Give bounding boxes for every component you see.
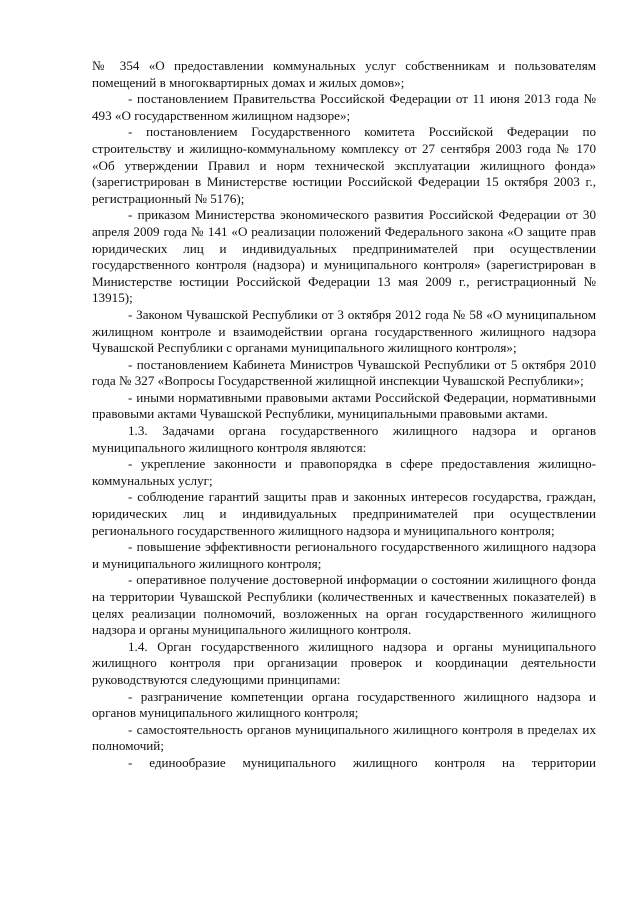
paragraph-decree-354: № 354 «О предоставлении коммунальных услуг собственникам и пользователям помещений в многоквартирных домах и жилых домов»; [92, 58, 596, 90]
paragraph-order-141: - приказом Министерства экономического развития Российской Федерации от 30 апреля 2009 года № 141 «О реализации положений Федерального закона «О защите прав юридических лиц и индивидуальных предпринимателей при осуществлении государственного контроля (надзора) и муниципального контроля» (зарегистрирован в Министерстве юстиции Российской Федерации 13 мая 2009 г., регистрационный № 13915); [92, 207, 596, 306]
paragraph-principle-competence: - разграничение компетенции органа государственного жилищного надзора и органов муниципального жилищного контроля; [92, 688, 596, 721]
paragraph-decree-493: - постановлением Правительства Российской Федерации от 11 июня 2013 года № 493 «О государственном жилищном надзоре»; [92, 91, 596, 123]
document-page [92, 58, 596, 772]
paragraph-section-1-4: 1.4. Орган государственного жилищного надзора и органы муниципального жилищного контроля при организации проверок и координации деятельности руководствуются следующими принципами: [92, 638, 596, 687]
paragraph-law-58: - Законом Чувашской Республики от 3 октября 2012 года № 58 «О муниципальном жилищном контроле и взаимодействии органа государственного жилищного надзора Чувашской Республики с органами муниципального жилищного контроля»; [92, 306, 596, 356]
paragraph-decree-327: - постановлением Кабинета Министров Чувашской Республики от 5 октября 2010 года № 327 «Вопросы Государственной жилищной инспекции Чувашской Республики»; [92, 356, 596, 389]
paragraph-principle-uniformity: - единообразие муниципального жилищного контроля на территории [128, 754, 596, 770]
paragraph-principle-independence: - самостоятельность органов муниципального жилищного контроля в пределах их полномочий; [92, 721, 596, 754]
paragraph-section-1-3: 1.3. Задачами органа государственного жилищного надзора и органов муниципального жилищного контроля являются: [92, 423, 596, 455]
paragraph-task-guarantees: - соблюдение гарантий защиты прав и законных интересов государства, граждан, юридических лиц и индивидуальных предпринимателей при осуществлении регионального государственного жилищного надзора и муниципального контроля; [92, 489, 596, 538]
paragraph-other-acts: - иными нормативными правовыми актами Российской Федерации, нормативными правовыми актами Чувашской Республики, муниципальными правовыми актами. [92, 389, 596, 422]
paragraph-task-efficiency: - повышение эффективности регионального государственного жилищного надзора и муниципального жилищного контроля; [92, 539, 596, 571]
paragraph-task-legality: - укрепление законности и правопорядка в сфере предоставления жилищно-коммунальных услуг; [92, 456, 596, 488]
paragraph-task-information: - оперативное получение достоверной информации о состоянии жилищного фонда на территории Чувашской Республики (количественных и качественных показателей) в целях реализации полномочий, возложенных на орган государственного жилищного надзора и органы муниципального жилищного контроля. [92, 572, 596, 638]
paragraph-decree-170: - постановлением Государственного комитета Российской Федерации по строительству и жилищно-коммунальному комплексу от 27 сентября 2003 года № 170 «Об утверждении Правил и норм технической эксплуатации жилищного фонда» (зарегистрирован в Министерстве юстиции Российской Федерации 15 октября 2003 г., регистрационный № 5176); [92, 124, 596, 206]
